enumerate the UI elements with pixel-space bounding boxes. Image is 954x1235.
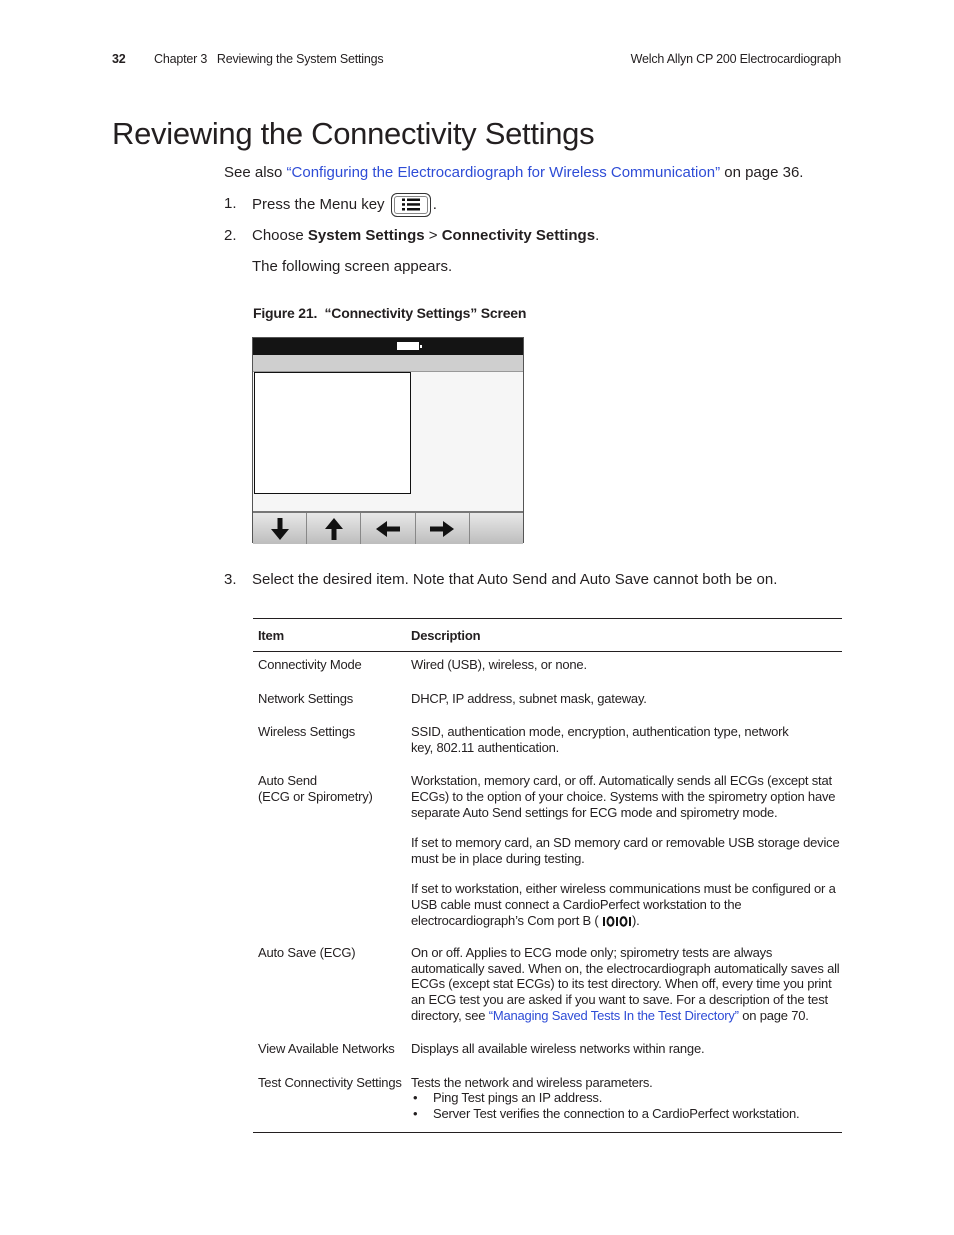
row-description: [406, 1075, 842, 1122]
right-arrow-icon: [429, 520, 455, 538]
step-3-text: Select the desired item. Note that Auto Send and Auto Save cannot both be on.: [252, 571, 778, 588]
menu-key-icon: [391, 193, 431, 217]
com-port-icon: [602, 916, 632, 927]
table-header-row: [253, 619, 842, 652]
row-item-line-2: (ECG or Spirometry): [258, 788, 373, 804]
up-arrow-icon: [324, 517, 344, 541]
softkey-left[interactable]: [361, 513, 415, 544]
screen-menu-list: [254, 372, 411, 494]
test-connectivity-text: Tests the network and wireless parameters.: [411, 1074, 653, 1090]
row-item: [253, 773, 406, 928]
auto-save-end: on page 70.: [738, 1007, 809, 1023]
row-description: Displays all available wireless networks within range.: [411, 1041, 705, 1057]
page-title: Reviewing the Connectivity Settings: [112, 116, 595, 151]
softkey-right[interactable]: [416, 513, 470, 544]
row-description: Wired (USB), wireless, or none.: [411, 657, 587, 672]
step-2-separator: >: [424, 227, 442, 244]
step-2-number: 2.: [224, 227, 237, 244]
list-item: • Server Test verifies the connection to a CardioPerfect workstation.: [411, 1106, 842, 1122]
see-also-prefix: See also: [224, 164, 287, 181]
connectivity-settings-table: [253, 618, 842, 1133]
row-item: Connectivity Mode: [258, 657, 362, 672]
step-1-number: 1.: [224, 195, 237, 212]
managing-saved-tests-link[interactable]: “Managing Saved Tests In the Test Directory”: [488, 1007, 739, 1023]
row-item: Network Settings: [258, 690, 354, 706]
auto-send-para-3-text: If set to workstation, either wireless communications must be configured or a USB cable must connect a CardioPerfect workstation to the electrocardiograph’s Com port B (: [411, 881, 836, 928]
step-2-pre: Choose: [252, 227, 308, 244]
screen-title-bar: [253, 355, 523, 372]
page-number: 32: [112, 52, 126, 66]
product-header: Welch Allyn CP 200 Electrocardiograph: [630, 52, 841, 66]
row-item: Auto Save (ECG): [258, 945, 356, 961]
row-description: [406, 945, 842, 1023]
table-row: [253, 945, 842, 1023]
table-row: [253, 657, 842, 673]
step-3-number: 3.: [224, 571, 237, 588]
down-arrow-icon: [270, 517, 290, 541]
row-description: [406, 773, 842, 928]
step-1: [252, 193, 437, 217]
table-row: [253, 773, 842, 928]
row-item: View Available Networks: [258, 1041, 395, 1057]
auto-save-text: On or off. Applies to ECG mode only; spirometry tests are always automatically saved. When on, the electrocardiograph automatically saves all ECGs (except stat ECGs) to its test directory. When off, every time you print an ECG test you are asked if you want to save. For a description of the test directory, see: [411, 945, 840, 1023]
softkey-blank[interactable]: [470, 513, 523, 544]
chapter-header: Chapter 3 Reviewing the System Settings: [154, 52, 384, 66]
left-arrow-icon: [375, 520, 401, 538]
wireless-config-link[interactable]: “Configuring the Electrocardiograph for Wireless Communication”: [286, 164, 721, 181]
see-also-line: [224, 164, 803, 181]
step-2-note: The following screen appears.: [252, 258, 453, 275]
step-2: [252, 227, 599, 244]
screen-status-bar: [253, 338, 523, 355]
softkey-bar: [253, 511, 523, 544]
step-1-text: Press the Menu key: [252, 195, 385, 213]
table-row: [253, 1041, 842, 1057]
header-description: Description: [411, 627, 481, 643]
row-item-line-1: Auto Send: [258, 773, 317, 789]
table-row: [253, 691, 842, 707]
figure-caption: Figure 21. “Connectivity Settings” Screen: [253, 305, 527, 321]
table-row: [253, 724, 842, 755]
connectivity-settings-screen: [252, 337, 524, 543]
softkey-up[interactable]: [307, 513, 361, 544]
system-settings-label: System Settings: [307, 227, 425, 244]
row-item: Test Connectivity Settings: [258, 1074, 402, 1090]
table-row: [253, 1075, 842, 1122]
auto-send-para-3-end: ).: [631, 912, 640, 928]
auto-send-para-1: Workstation, memory card, or off. Automatically sends all ECGs (except stat ECGs) to the option of your choice. Systems with the spirometry option have separate Auto Send settings for ECG mode and spirometry mode.: [411, 773, 836, 820]
step-2-end: .: [595, 227, 600, 244]
row-description: SSID, authentication mode, encryption, authentication type, network key, 802.11 authentication.: [411, 724, 789, 755]
test-connectivity-bullets: [411, 1090, 842, 1121]
auto-send-para-2: If set to memory card, an SD memory card or removable USB storage device must be in place during testing.: [411, 835, 840, 866]
connectivity-settings-label: Connectivity Settings: [441, 227, 596, 244]
step-1-period: .: [432, 195, 437, 213]
battery-icon: [397, 342, 419, 350]
see-also-suffix: on page 36.: [720, 164, 804, 181]
list-item: • Ping Test pings an IP address.: [411, 1090, 842, 1106]
header-item: Item: [258, 627, 284, 643]
auto-send-para-3: [411, 881, 842, 928]
row-item: Wireless Settings: [258, 724, 356, 740]
softkey-down[interactable]: [253, 513, 307, 544]
row-description: DHCP, IP address, subnet mask, gateway.: [411, 690, 647, 706]
